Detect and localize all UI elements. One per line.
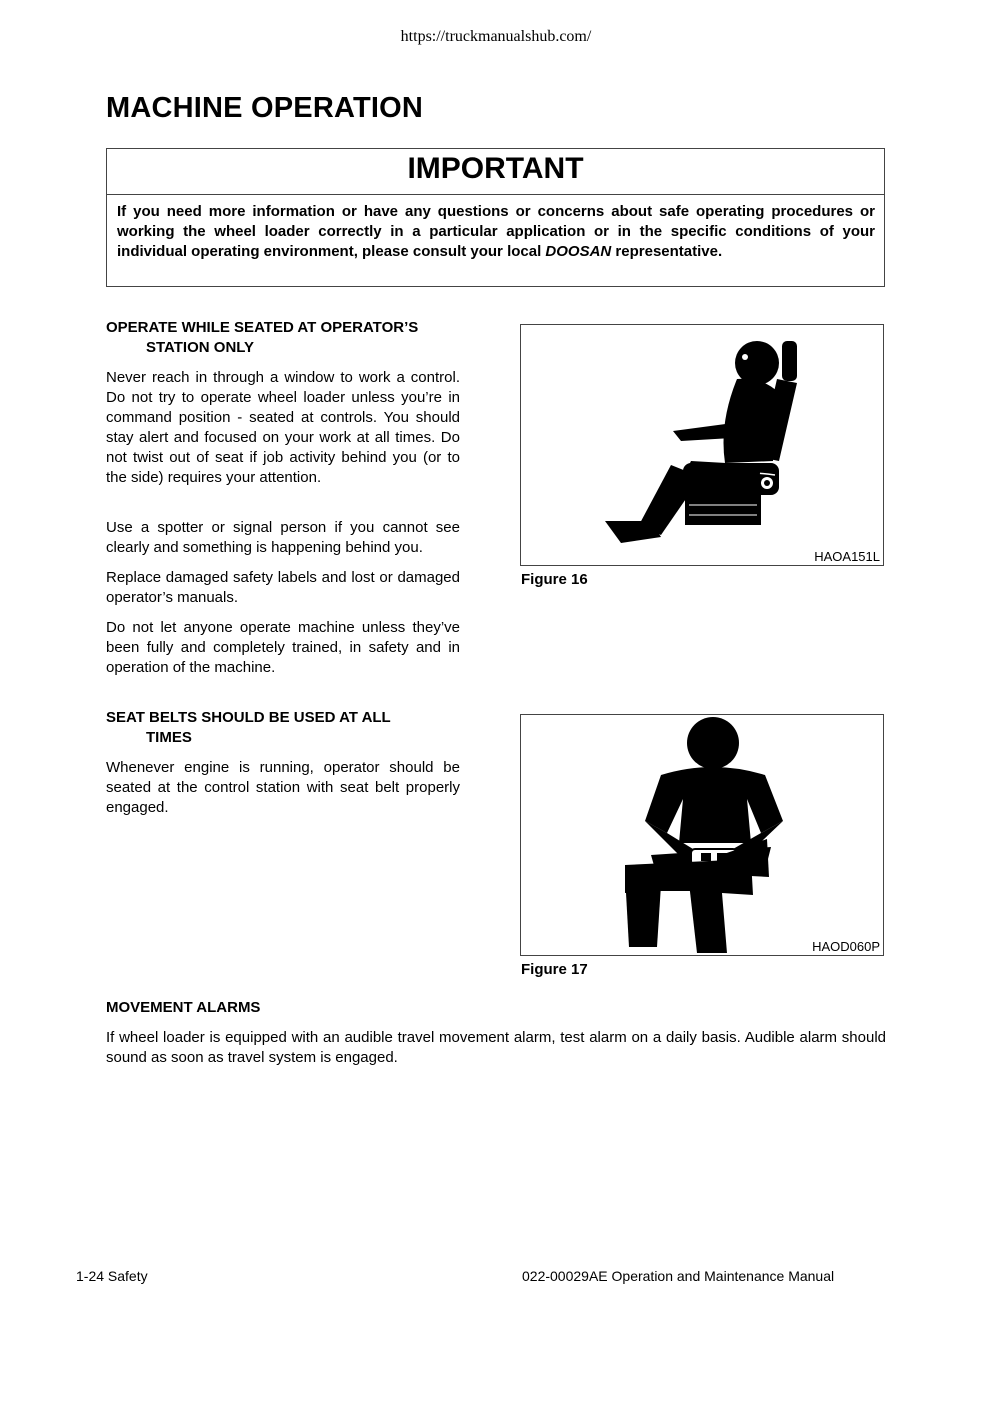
seat-belt-illustration [521,715,883,955]
important-heading: IMPORTANT [107,149,884,195]
section-heading-operate-seated [106,318,466,358]
section-heading-seat-belts [106,708,466,748]
section-heading-line: TIMES [146,729,192,746]
paragraph: Do not let anyone operate machine unless they’ve been fully and completely trained, in safety and in operation of the machine. [106,619,460,676]
paragraph: Whenever engine is running, operator should be seated at the control station with seat belt properly engaged. [106,759,460,816]
section-heading-line: OPERATE WHILE SEATED AT OPERATOR’S [106,319,419,336]
seated-operator-illustration [521,325,883,565]
page-title: MACHINE OPERATION [106,92,424,124]
figure-code: HAOA151L [814,549,880,564]
important-text-end: representative. [611,243,723,260]
important-text-main: If you need more information or have any questions or concerns about safe operating procedures or working the wheel loader correctly in a particular application or in the specific conditions of your individual operating environment, please consult your local [117,203,875,260]
section-heading-movement-alarms: MOVEMENT ALARMS [106,999,261,1016]
section-heading-line: STATION ONLY [146,339,255,356]
figure-17-seat-belt [520,714,884,956]
figure-16-seated-operator [520,324,884,566]
paragraph: If wheel loader is equipped with an audible travel movement alarm, test alarm on a daily basis. Audible alarm should sound as soon as travel system is engaged. [106,1029,886,1066]
paragraph: Use a spotter or signal person if you cannot see clearly and something is happening behind you. [106,519,460,556]
important-notice [106,148,885,287]
source-url: https://truckmanualshub.com/ [400,28,592,45]
paragraph: Replace damaged safety labels and lost or damaged operator’s manuals. [106,569,460,606]
figure-caption: Figure 16 [521,571,588,588]
footer-manual-title: 022-00029AE Operation and Maintenance Manual [522,1268,835,1284]
figure-caption: Figure 17 [521,961,588,978]
brand-name: DOOSAN [545,243,612,260]
important-text [107,195,884,262]
figure-code: HAOD060P [812,939,880,954]
paragraph: Never reach in through a window to work a control. Do not try to operate wheel loader unless you’re in command position - seated at controls. You should stay alert and focused on your work at all times. Do not twist out of seat if job activity behind you (or to the side) requires your attention. [106,369,460,486]
footer-page-section: 1-24 Safety [76,1268,148,1284]
section-heading-line: SEAT BELTS SHOULD BE USED AT ALL [106,709,391,726]
